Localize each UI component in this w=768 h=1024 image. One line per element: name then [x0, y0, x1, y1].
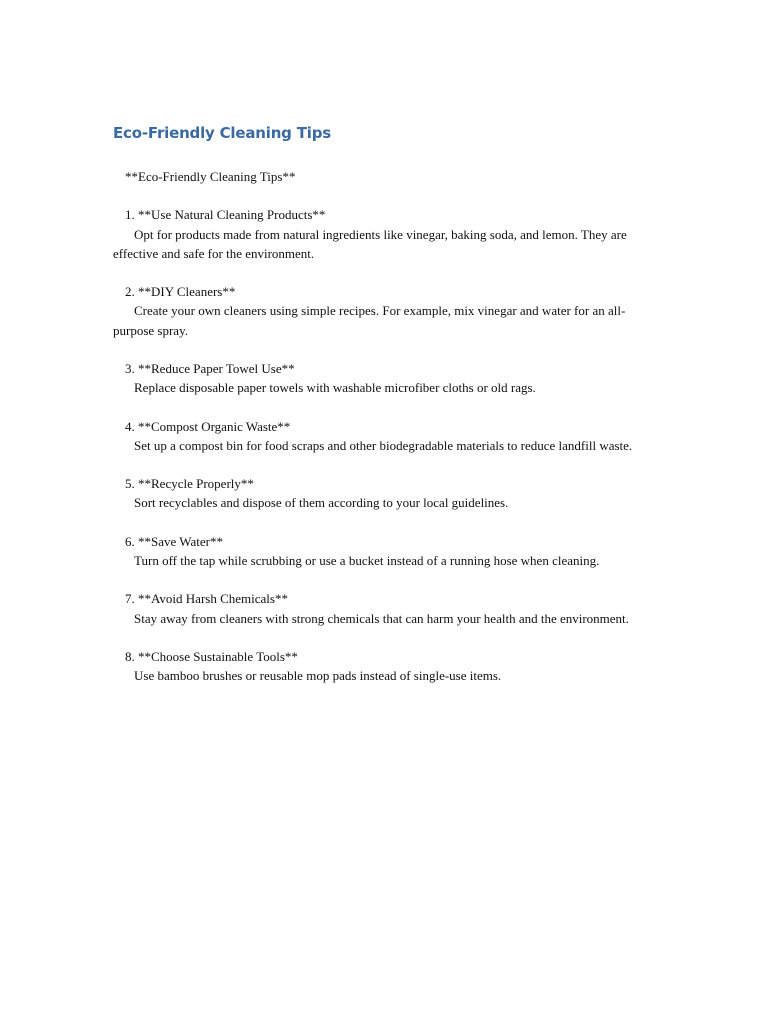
- tip-description: Sort recyclables and dispose of them according to your local guidelines.: [134, 495, 509, 511]
- document-heading: Eco-Friendly Cleaning Tips: [113, 124, 331, 142]
- tip-title: 5. **Recycle Properly**: [125, 476, 254, 492]
- tip-description: Stay away from cleaners with strong chemicals that can harm your health and the environment.: [134, 610, 629, 626]
- tip-item: [113, 417, 658, 455]
- tip-item: [113, 647, 658, 685]
- tip-item: [113, 589, 658, 627]
- tip-description: Turn off the tap while scrubbing or use a bucket instead of a running hose when cleaning.: [134, 552, 600, 568]
- tip-item: [113, 359, 658, 397]
- tip-title: 1. **Use Natural Cleaning Products**: [125, 207, 326, 223]
- tip-title: 2. **DIY Cleaners**: [125, 284, 236, 300]
- tip-description: Create your own cleaners using simple recipes. For example, mix vinegar and water for an all-purpose spray.: [113, 303, 626, 338]
- document-body: [113, 167, 658, 705]
- tip-title: 3. **Reduce Paper Towel Use**: [125, 360, 295, 376]
- tip-description: Opt for products made from natural ingredients like vinegar, baking soda, and lemon. They are effective and safe for the environment.: [113, 226, 627, 261]
- tip-item: [113, 205, 658, 263]
- tip-description: Use bamboo brushes or reusable mop pads instead of single-use items.: [134, 668, 502, 684]
- tip-description: Set up a compost bin for food scraps and other biodegradable materials to reduce landfill waste.: [134, 437, 633, 453]
- tip-title: 8. **Choose Sustainable Tools**: [125, 648, 298, 664]
- tip-title: 4. **Compost Organic Waste**: [125, 418, 291, 434]
- tip-title: 6. **Save Water**: [125, 533, 223, 549]
- tip-item: [113, 532, 658, 570]
- tip-title: 7. **Avoid Harsh Chemicals**: [125, 591, 288, 607]
- tip-description: Replace disposable paper towels with washable microfiber cloths or old rags.: [134, 380, 536, 396]
- tip-item: [113, 282, 658, 340]
- tip-item: [113, 474, 658, 512]
- document-subtitle: **Eco-Friendly Cleaning Tips**: [125, 169, 296, 184]
